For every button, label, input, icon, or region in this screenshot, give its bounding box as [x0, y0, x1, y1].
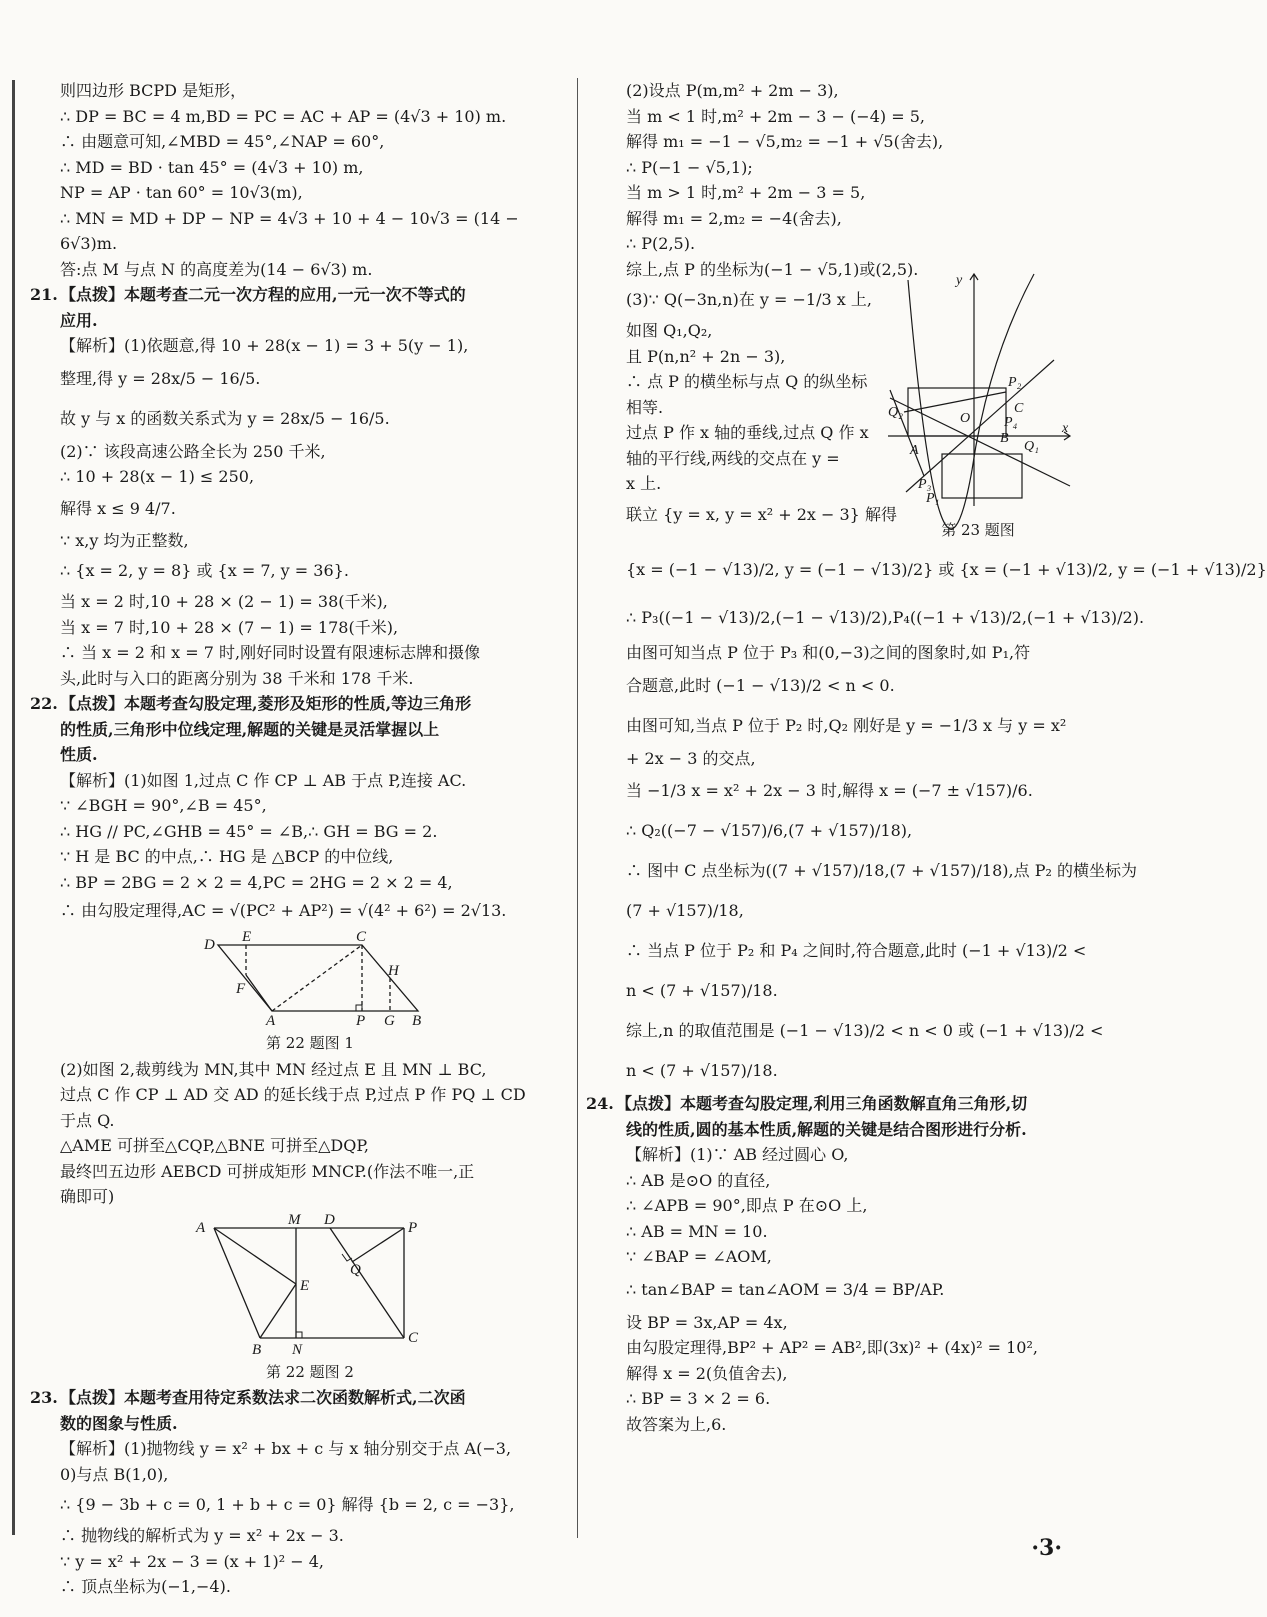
svg-text:P₂: P₂	[1008, 375, 1022, 390]
solution-line: 当 x = 2 时,10 + 28 × (2 − 1) = 38(千米),	[60, 592, 388, 611]
solution-line: ∵ y = x² + 2x − 3 = (x + 1)² − 4,	[60, 1551, 324, 1571]
svg-text:D: D	[324, 1211, 335, 1228]
solution-line: 综上,n 的取值范围是 (−1 − √13)/2 < n < 0 或 (−1 + √13)/2 <	[626, 1021, 1104, 1040]
text-line: ∴ MN = MD + DP − NP = 4√3 + 10 + 4 − 10√3 = (14 −	[60, 208, 519, 228]
solution-line: 联立 {y = x, y = x² + 2x − 3} 解得	[626, 504, 897, 524]
solution-line: △AME 可拼至△CQP,△BNE 可拼至△DQP,	[60, 1136, 369, 1155]
solution-line: 当 −1/3 x = x² + 2x − 3 时,解得 x = (−7 ± √157)/6.	[626, 781, 1033, 800]
solution-line: ∴ ∠APB = 90°,即点 P 在⊙O 上,	[626, 1196, 868, 1215]
solution-line: (2)∵ 该段高速公路全长为 250 千米,	[60, 441, 326, 461]
column-divider	[577, 78, 578, 1538]
tip-text: 【点拨】本题考查用待定系数法求二次函数解析式,二次函	[60, 1388, 466, 1407]
solution-line: (7 + √157)/18,	[626, 901, 744, 920]
svg-text:O: O	[960, 411, 971, 426]
solution-line: ∵ x,y 均为正整数,	[60, 530, 189, 550]
tip-text: 性质.	[60, 745, 98, 764]
solution-line: 合题意,此时 (−1 − √13)/2 < n < 0.	[626, 675, 895, 695]
solution-line: 头,此时与入口的距离分别为 38 千米和 178 千米.	[60, 668, 414, 688]
solution-line: 最终凹五边形 AEBCD 可拼成矩形 MNCP.(作法不唯一,正	[60, 1161, 475, 1181]
solution-line: x 上.	[626, 474, 662, 493]
solution-line: {x = (−1 − √13)/2, y = (−1 − √13)/2} 或 {x = (−1 + √13)/2, y = (−1 + √13)/2}	[626, 560, 1267, 579]
solution-line: ∴ 图中 C 点坐标为((7 + √157)/18,(7 + √157)/18),点 P₂ 的横坐标为	[626, 861, 1137, 880]
svg-text:B: B	[1000, 431, 1009, 446]
solution-line: 确即可)	[60, 1187, 115, 1206]
solution-line: 当 m > 1 时,m² + 2m − 3 = 5,	[626, 183, 866, 202]
svg-text:B: B	[412, 1013, 422, 1029]
solution-line: 【解析】(1)抛物线 y = x² + bx + c 与 x 轴分别交于点 A(−3,	[60, 1439, 512, 1458]
solution-line: 由图可知当点 P 位于 P₃ 和(0,−3)之间的图象时,如 P₁,符	[626, 643, 1031, 662]
svg-text:E: E	[300, 1277, 310, 1294]
solution-line: 当 x = 7 时,10 + 28 × (7 − 1) = 178(千米),	[60, 617, 399, 637]
solution-line: + 2x − 3 的交点,	[626, 748, 756, 768]
svg-text:P: P	[356, 1013, 366, 1029]
solution-line: 0)与点 B(1,0),	[60, 1464, 169, 1484]
solution-line: 【解析】(1)依题意,得 10 + 28(x − 1) = 3 + 5(y − 1),	[60, 336, 469, 355]
svg-text:M: M	[288, 1211, 301, 1228]
solution-line: 轴的平行线,两线的交点在 y =	[626, 448, 840, 468]
solution-line: 过点 C 作 CP ⊥ AD 交 AD 的延长线于点 P,过点 P 作 PQ ⊥ CD	[60, 1085, 526, 1104]
svg-text:Q₁: Q₁	[1024, 439, 1039, 454]
solution-line: ∴ BP = 3 × 2 = 6.	[626, 1389, 771, 1408]
text-line: 6√3)m.	[60, 234, 118, 253]
tip-text: 应用.	[60, 310, 98, 330]
solution-line: 设 BP = 3x,AP = 4x,	[626, 1312, 788, 1332]
solution-line: 【解析】(1)如图 1,过点 C 作 CP ⊥ AB 于点 P,连接 AC.	[60, 770, 467, 790]
solution-line: 过点 P 作 x 轴的垂线,过点 Q 作 x	[626, 423, 869, 442]
solution-line: 解得 m₁ = 2,m₂ = −4(舍去),	[626, 208, 842, 228]
text-line: ∴ MD = BD · tan 45° = (4√3 + 10) m,	[60, 157, 364, 177]
solution-line: 故答案为上,6.	[626, 1414, 727, 1434]
svg-text:y: y	[956, 273, 963, 288]
solution-line: n < (7 + √157)/18.	[626, 1061, 778, 1080]
svg-text:G: G	[384, 1013, 395, 1029]
svg-text:Q: Q	[350, 1261, 361, 1278]
question-number: 21.	[30, 285, 58, 304]
solution-line: 当 m < 1 时,m² + 2m − 3 − (−4) = 5,	[626, 106, 925, 126]
solution-line: ∵ ∠BGH = 90°,∠B = 45°,	[60, 796, 267, 815]
solution-line: n < (7 + √157)/18.	[626, 981, 778, 1000]
svg-text:P₃: P₃	[918, 477, 932, 492]
figure-caption: 第 22 题图 1	[266, 1034, 354, 1052]
solution-line: ∴ {x = 2, y = 8} 或 {x = 7, y = 36}.	[60, 561, 349, 580]
right-column	[586, 78, 1267, 1437]
solution-line: ∴ 10 + 28(x − 1) ≤ 250,	[60, 467, 255, 486]
text-line: 则四边形 BCPD 是矩形，	[60, 81, 247, 100]
question-number: 22.	[30, 694, 58, 713]
solution-line: 解得 x = 2(负值舍去),	[626, 1363, 788, 1383]
solution-line: ∴ AB = MN = 10.	[626, 1221, 768, 1241]
solution-line: ∴ P₃((−1 − √13)/2,(−1 − √13)/2),P₄((−1 + √13)/2,(−1 + √13)/2).	[626, 608, 1145, 627]
solution-line: 综上,点 P 的坐标为(−1 − √5,1)或(2,5).	[626, 259, 919, 279]
solution-line: 且 P(n,n² + 2n − 3),	[626, 346, 786, 366]
solution-line: 解得 m₁ = −1 − √5,m₂ = −1 + √5(舍去),	[626, 132, 944, 151]
svg-text:P: P	[408, 1219, 418, 1236]
solution-line: ∵ ∠BAP = ∠AOM,	[626, 1247, 772, 1266]
solution-line: 如图 Q₁,Q₂,	[626, 321, 713, 340]
solution-line: (2)如图 2,裁剪线为 MN,其中 MN 经过点 E 且 MN ⊥ BC,	[60, 1059, 487, 1079]
solution-line: 相等.	[626, 397, 664, 417]
solution-line: ∴ AB 是⊙O 的直径,	[626, 1170, 771, 1190]
solution-line: ∴ 抛物线的解析式为 y = x² + 2x − 3.	[60, 1526, 344, 1545]
svg-text:H: H	[388, 963, 399, 979]
figure-22-1	[190, 931, 430, 1027]
solution-line: 于点 Q.	[60, 1110, 115, 1130]
solution-line: 故 y 与 x 的函数关系式为 y = 28x/5 − 16/5.	[60, 408, 390, 428]
tip-text: 【点拨】本题考查勾股定理,菱形及矩形的性质,等边三角形	[60, 694, 472, 713]
solution-line: (2)设点 P(m,m² + 2m − 3),	[626, 81, 839, 100]
solution-line: ∴ 由勾股定理得,AC = √(PC² + AP²) = √(4² + 6²) = 2√13.	[60, 901, 507, 920]
svg-text:C: C	[408, 1329, 419, 1346]
tip-text: 数的图象与性质.	[60, 1413, 178, 1433]
svg-text:A: A	[910, 443, 919, 458]
solution-line: ∴ 当点 P 位于 P₂ 和 P₄ 之间时,符合题意,此时 (−1 + √13)/2 <	[626, 941, 1087, 960]
answer-line: 答:点 M 与点 N 的高度差为(14 − 6√3) m.	[60, 259, 373, 279]
solution-line: ∴ 当 x = 2 和 x = 7 时,刚好同时设置有限速标志牌和摄像	[60, 643, 481, 662]
svg-text:A: A	[196, 1219, 206, 1236]
svg-text:D: D	[204, 937, 215, 953]
figure-caption: 第 23 题图	[941, 520, 1015, 539]
left-column	[30, 78, 560, 1600]
text-line: NP = AP · tan 60° = 10√3(m),	[60, 183, 303, 202]
figure-22-2	[190, 1211, 430, 1358]
svg-text:P₁: P₁	[926, 491, 940, 506]
svg-text:B: B	[252, 1341, 262, 1358]
solution-line: ∴ BP = 2BG = 2 × 2 = 4,PC = 2HG = 2 × 2 = 4,	[60, 872, 453, 892]
solution-line: (3)∵ Q(−3n,n)在 y = −1/3 x 上,	[626, 290, 872, 309]
solution-line: ∴ Q₂((−7 − √157)/6,(7 + √157)/18),	[626, 821, 913, 840]
solution-line: ∴ P(2,5).	[626, 234, 696, 253]
figure-23-graph	[884, 270, 1072, 510]
solution-line: 由图可知,当点 P 位于 P₂ 时,Q₂ 刚好是 y = −1/3 x 与 y = x²	[626, 715, 1067, 735]
solution-line: 由勾股定理得,BP² + AP² = AB²,即(3x)² + (4x)² = 10²,	[626, 1338, 1038, 1357]
solution-line: ∴ {9 − 3b + c = 0, 1 + b + c = 0} 解得 {b = 2, c = −3},	[60, 1495, 515, 1514]
question-number: 23.	[30, 1388, 58, 1407]
tip-text: 【点拨】本题考查勾股定理,利用三角函数解直角三角形,切	[616, 1094, 1028, 1113]
solution-line: 整理,得 y = 28x/5 − 16/5.	[60, 368, 261, 388]
tip-text: 线的性质,圆的基本性质,解题的关键是结合图形进行分析.	[626, 1119, 1027, 1139]
question-number: 24.	[586, 1094, 614, 1113]
text-line: ∴ 由题意可知,∠MBD = 45°,∠NAP = 60°,	[60, 132, 385, 151]
solution-line: ∴ HG // PC,∠GHB = 45° = ∠B,∴ GH = BG = 2.	[60, 821, 438, 841]
solution-line: ∵ H 是 BC 的中点,∴ HG 是 △BCP 的中位线,	[60, 847, 394, 866]
svg-text:E: E	[242, 929, 252, 945]
svg-text:F: F	[236, 981, 246, 997]
solution-line: ∴ 顶点坐标为(−1,−4).	[60, 1577, 231, 1596]
figure-caption: 第 22 题图 2	[266, 1362, 354, 1381]
svg-text:C: C	[1014, 401, 1024, 416]
solution-line: 【解析】(1)∵ AB 经过圆心 O,	[626, 1145, 849, 1164]
solution-line: ∴ P(−1 − √5,1);	[626, 157, 753, 177]
text-line: ∴ DP = BC = 4 m,BD = PC = AC + AP = (4√3 + 10) m.	[60, 106, 507, 126]
solution-line: ∴ 点 P 的横坐标与点 Q 的纵坐标	[626, 372, 868, 391]
svg-text:x: x	[1062, 421, 1069, 436]
page-number: ·3·	[1031, 1535, 1062, 1561]
tip-text: 【点拨】本题考查二元一次方程的应用,一元一次不等式的	[60, 285, 466, 304]
svg-text:P₄: P₄	[1004, 415, 1018, 430]
svg-text:Q₂: Q₂	[888, 405, 903, 420]
tip-text: 的性质,三角形中位线定理,解题的关键是灵活掌握以上	[60, 719, 440, 739]
solution-line: 解得 x ≤ 9 4/7.	[60, 498, 176, 518]
svg-text:A: A	[266, 1013, 276, 1029]
solution-line: ∴ tan∠BAP = tan∠AOM = 3/4 = BP/AP.	[626, 1279, 945, 1299]
binding-edge-line	[12, 80, 15, 1535]
svg-text:C: C	[356, 929, 367, 945]
svg-text:N: N	[292, 1341, 303, 1358]
part3-block	[626, 273, 1076, 544]
